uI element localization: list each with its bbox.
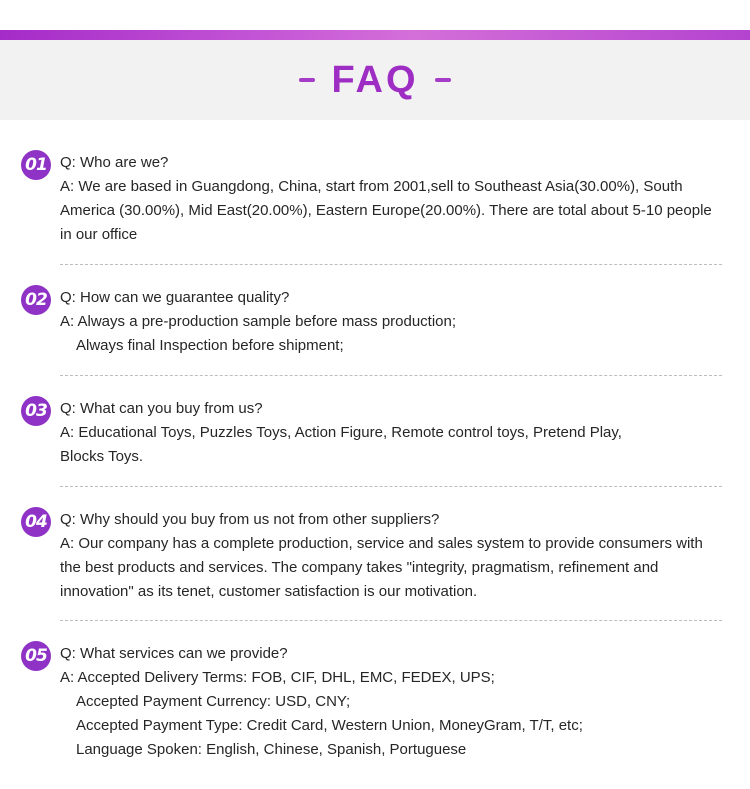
number-badge: 03 bbox=[21, 396, 51, 426]
answer-line: Accepted Payment Type: Credit Card, Western Union, MoneyGram, T/T, etc; bbox=[76, 717, 583, 734]
answer: A: Educational Toys, Puzzles Toys, Action Figure, Remote control toys, Pretend Play, Blocks Toys. bbox=[60, 424, 622, 465]
number-badge: 01 bbox=[21, 150, 51, 180]
top-accent-bar bbox=[0, 30, 750, 40]
answer-line: A: Accepted Delivery Terms: FOB, CIF, DHL, EMC, FEDEX, UPS; bbox=[60, 669, 495, 686]
number-badge: 05 bbox=[21, 641, 51, 671]
header-left-dash bbox=[299, 78, 315, 82]
answer-line: A: Always a pre-production sample before mass production; bbox=[60, 313, 457, 330]
question: Q: What can you buy from us? bbox=[60, 400, 263, 417]
question: Q: How can we guarantee quality? bbox=[60, 289, 290, 306]
answer: A: Our company has a complete production, service and sales system to provide consumers with the best products and services. The company takes "integrity, pragmatism, refinement and innovation" as its tenet, customer satisfaction is our motivation. bbox=[60, 535, 703, 600]
divider bbox=[60, 620, 722, 621]
page-title: FAQ bbox=[331, 58, 419, 101]
answer-line: Accepted Payment Currency: USD, CNY; bbox=[76, 693, 351, 710]
divider bbox=[60, 486, 722, 487]
question: Q: Why should you buy from us not from other suppliers? bbox=[60, 511, 440, 528]
divider bbox=[60, 375, 722, 376]
answer-line: Always final Inspection before shipment; bbox=[76, 337, 344, 354]
answer: A: We are based in Guangdong, China, start from 2001,sell to Southeast Asia(30.00%), South America (30.00%), Mid East(20.00%), Eastern Europe(20.00%). There are total about 5-10 people in our office bbox=[60, 178, 712, 243]
divider bbox=[60, 264, 722, 265]
faq-header bbox=[0, 40, 750, 120]
answer-line: Language Spoken: English, Chinese, Spanish, Portuguese bbox=[76, 741, 467, 758]
number-badge: 04 bbox=[21, 507, 51, 537]
header-right-dash bbox=[435, 78, 451, 82]
number-badge: 02 bbox=[21, 285, 51, 315]
question: Q: What services can we provide? bbox=[60, 645, 288, 662]
question: Q: Who are we? bbox=[60, 154, 169, 171]
